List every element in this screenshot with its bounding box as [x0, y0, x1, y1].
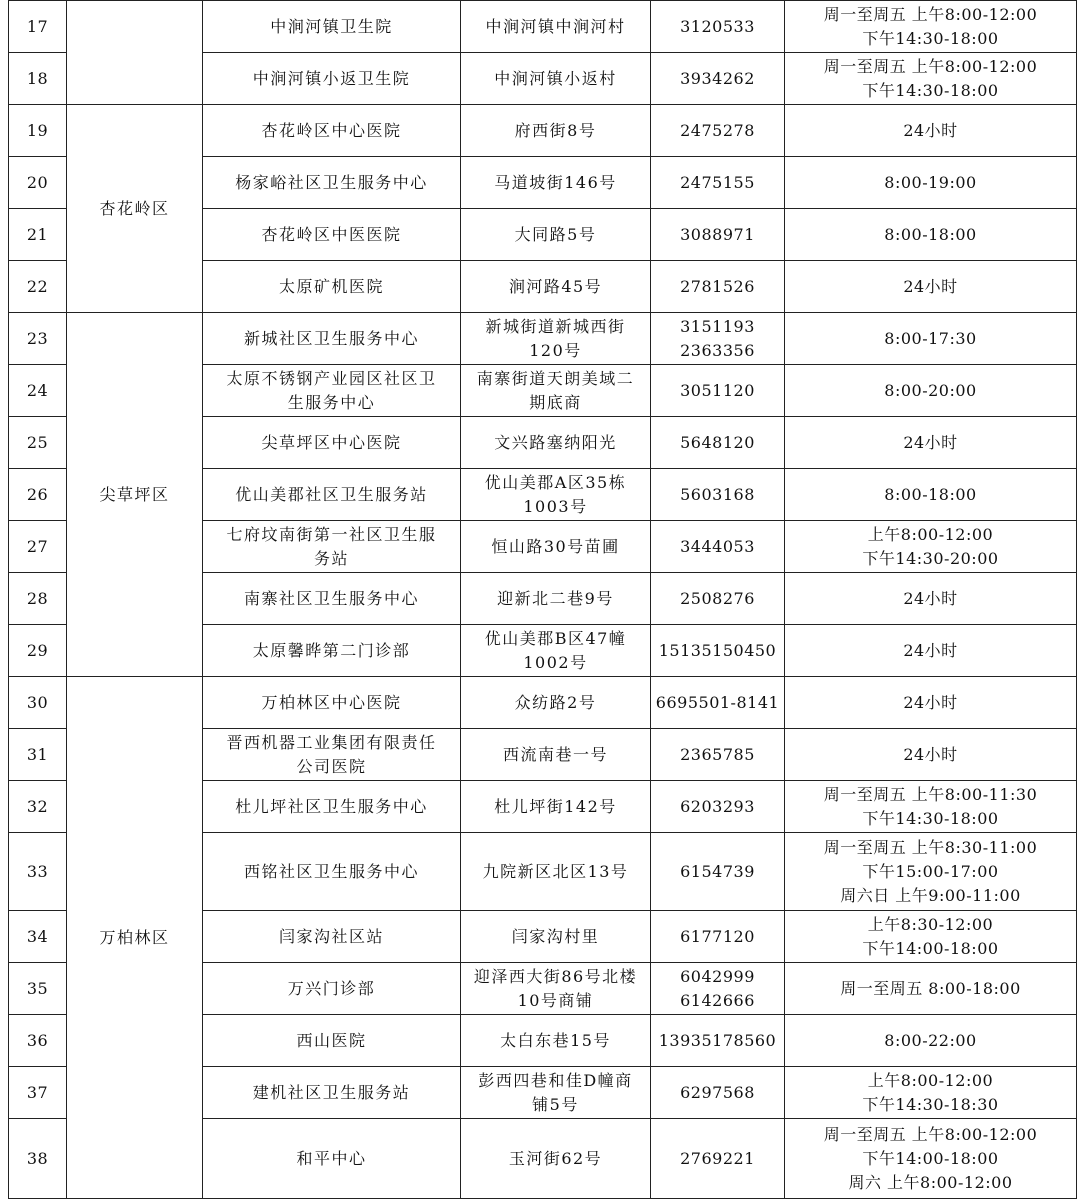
facility-name-line: 建机社区卫生服务站	[252, 1082, 411, 1102]
row-number: 28	[9, 573, 67, 625]
row-number: 36	[9, 1015, 67, 1067]
opening-hours-line: 8:00-17:30	[884, 328, 977, 348]
facility-phone-line: 6142666	[680, 990, 755, 1010]
facility-name-line: 公司医院	[296, 756, 367, 776]
opening-hours	[785, 911, 1077, 963]
opening-hours	[785, 1, 1077, 53]
facility-phone	[651, 1015, 785, 1067]
facility-name	[203, 313, 461, 365]
facility-address-line: 闫家沟村里	[511, 926, 600, 946]
facility-address	[461, 521, 651, 573]
facility-address-line: 10号商铺	[517, 990, 594, 1010]
facility-address-line: 1002号	[523, 652, 588, 672]
facility-address-line: 杜儿坪街142号	[494, 796, 617, 816]
opening-hours-line: 下午14:00-18:00	[862, 1148, 999, 1168]
opening-hours-line: 周六 上午8:00-12:00	[848, 1172, 1013, 1192]
facility-phone	[651, 1067, 785, 1119]
facility-phone-line: 5603168	[680, 484, 755, 504]
facility-address	[461, 157, 651, 209]
row-number: 29	[9, 625, 67, 677]
facility-name-line: 杨家峪社区卫生服务中心	[235, 172, 428, 192]
row-number: 26	[9, 469, 67, 521]
facility-address	[461, 365, 651, 417]
opening-hours-line: 24小时	[903, 692, 958, 712]
facility-name	[203, 963, 461, 1015]
facility-address	[461, 469, 651, 521]
facility-phone-line: 15135150450	[658, 640, 777, 660]
facility-address-line: 众纺路2号	[514, 692, 597, 712]
district-cell: 万柏林区	[67, 677, 203, 1199]
opening-hours	[785, 521, 1077, 573]
facility-name	[203, 469, 461, 521]
opening-hours	[785, 833, 1077, 911]
facility-name-line: 西铭社区卫生服务中心	[243, 861, 419, 881]
clinic-table	[8, 0, 1077, 1199]
opening-hours-line: 周一至周五 8:00-18:00	[840, 978, 1021, 998]
facility-phone-line: 3151193	[680, 316, 755, 336]
facility-phone-line: 6177120	[680, 926, 755, 946]
opening-hours-line: 24小时	[903, 588, 958, 608]
row-number: 32	[9, 781, 67, 833]
opening-hours-line: 下午14:30-18:00	[862, 808, 999, 828]
facility-name-line: 闫家沟社区站	[278, 926, 384, 946]
facility-phone-line: 5648120	[680, 432, 755, 452]
row-number: 27	[9, 521, 67, 573]
facility-phone	[651, 781, 785, 833]
facility-address-line: 恒山路30号苗圃	[491, 536, 620, 556]
facility-address	[461, 261, 651, 313]
opening-hours	[785, 1119, 1077, 1199]
facility-address	[461, 833, 651, 911]
facility-name-line: 晋西机器工业集团有限责任	[226, 732, 437, 752]
opening-hours-line: 24小时	[903, 744, 958, 764]
row-number: 17	[9, 1, 67, 53]
row-number: 20	[9, 157, 67, 209]
row-number: 21	[9, 209, 67, 261]
facility-address-line: 马道坡街146号	[494, 172, 617, 192]
facility-address	[461, 417, 651, 469]
facility-name	[203, 625, 461, 677]
facility-address	[461, 911, 651, 963]
opening-hours-line: 下午14:30-18:00	[862, 28, 999, 48]
facility-name-line: 新城社区卫生服务中心	[243, 328, 419, 348]
facility-phone-line: 2769221	[680, 1148, 755, 1168]
facility-address-line: 中涧河镇中涧河村	[485, 16, 626, 36]
facility-address	[461, 1015, 651, 1067]
opening-hours-line: 周一至周五 上午8:00-12:00	[823, 4, 1038, 24]
facility-phone	[651, 573, 785, 625]
row-number: 37	[9, 1067, 67, 1119]
opening-hours-line: 24小时	[903, 432, 958, 452]
facility-name	[203, 911, 461, 963]
facility-name-line: 杏花岭区中心医院	[261, 120, 402, 140]
opening-hours	[785, 1067, 1077, 1119]
facility-name-line: 太原矿机医院	[278, 276, 384, 296]
facility-name	[203, 53, 461, 105]
facility-name-line: 中涧河镇小返卫生院	[252, 68, 411, 88]
opening-hours-line: 8:00-18:00	[884, 484, 977, 504]
opening-hours-line: 下午15:00-17:00	[862, 861, 999, 881]
facility-phone	[651, 417, 785, 469]
facility-address-line: 迎泽西大街86号北楼	[473, 966, 638, 986]
facility-name-line: 万柏林区中心医院	[261, 692, 402, 712]
facility-address	[461, 1, 651, 53]
row-number: 23	[9, 313, 67, 365]
opening-hours-line: 周一至周五 上午8:00-11:30	[823, 784, 1038, 804]
facility-address	[461, 677, 651, 729]
facility-phone	[651, 677, 785, 729]
opening-hours-line: 8:00-22:00	[884, 1030, 977, 1050]
facility-name-line: 太原馨晔第二门诊部	[252, 640, 411, 660]
facility-phone-line: 6042999	[680, 966, 755, 986]
facility-name	[203, 209, 461, 261]
opening-hours-line: 周六日 上午9:00-11:00	[840, 885, 1021, 905]
facility-address-line: 大同路5号	[514, 224, 597, 244]
facility-phone	[651, 1, 785, 53]
table-row	[9, 105, 1077, 157]
facility-address-line: 铺5号	[532, 1094, 579, 1114]
facility-phone	[651, 729, 785, 781]
opening-hours-line: 上午8:00-12:00	[867, 524, 994, 544]
facility-name	[203, 261, 461, 313]
facility-address-line: 府西街8号	[514, 120, 597, 140]
row-number: 33	[9, 833, 67, 911]
facility-phone	[651, 209, 785, 261]
opening-hours-line: 周一至周五 上午8:00-12:00	[823, 56, 1038, 76]
row-number: 22	[9, 261, 67, 313]
facility-phone-line: 6695501-8141	[655, 692, 780, 712]
facility-name	[203, 573, 461, 625]
opening-hours	[785, 625, 1077, 677]
facility-name	[203, 781, 461, 833]
facility-phone	[651, 521, 785, 573]
facility-name-line: 杜儿坪社区卫生服务中心	[235, 796, 428, 816]
facility-phone-line: 3444053	[680, 536, 755, 556]
table-row	[9, 1, 1077, 53]
row-number: 24	[9, 365, 67, 417]
facility-name-line: 杏花岭区中医医院	[261, 224, 402, 244]
facility-phone-line: 2475155	[680, 172, 755, 192]
opening-hours	[785, 261, 1077, 313]
facility-address	[461, 313, 651, 365]
facility-address	[461, 625, 651, 677]
row-number: 31	[9, 729, 67, 781]
facility-phone-line: 3088971	[680, 224, 755, 244]
facility-name-line: 七府坟南街第一社区卫生服	[226, 524, 437, 544]
facility-address-line: 九院新区北区13号	[482, 861, 629, 881]
facility-address	[461, 1119, 651, 1199]
facility-phone	[651, 963, 785, 1015]
opening-hours	[785, 313, 1077, 365]
district-cell: 杏花岭区	[67, 105, 203, 313]
facility-address	[461, 963, 651, 1015]
facility-name	[203, 1, 461, 53]
facility-phone	[651, 313, 785, 365]
facility-address	[461, 573, 651, 625]
facility-name	[203, 157, 461, 209]
opening-hours-line: 8:00-18:00	[884, 224, 977, 244]
facility-phone-line: 2781526	[680, 276, 755, 296]
opening-hours	[785, 469, 1077, 521]
opening-hours	[785, 781, 1077, 833]
facility-address-line: 中涧河镇小返村	[494, 68, 617, 88]
facility-name-line: 万兴门诊部	[287, 978, 376, 998]
facility-address-line: 玉河街62号	[508, 1148, 603, 1168]
row-number: 38	[9, 1119, 67, 1199]
facility-name	[203, 729, 461, 781]
opening-hours	[785, 1015, 1077, 1067]
facility-phone-line: 6297568	[680, 1082, 755, 1102]
row-number: 35	[9, 963, 67, 1015]
facility-address	[461, 729, 651, 781]
opening-hours-line: 24小时	[903, 640, 958, 660]
facility-address	[461, 781, 651, 833]
facility-address-line: 优山美郡A区35栋	[484, 472, 627, 492]
table-row	[9, 313, 1077, 365]
facility-name	[203, 521, 461, 573]
facility-phone	[651, 1119, 785, 1199]
row-number: 19	[9, 105, 67, 157]
facility-address-line: 新城街道新城西街	[485, 316, 626, 336]
facility-address-line: 南寨街道天朗美域二	[476, 368, 635, 388]
opening-hours-line: 8:00-20:00	[884, 380, 977, 400]
facility-name	[203, 1067, 461, 1119]
facility-phone	[651, 157, 785, 209]
opening-hours-line: 下午14:30-18:30	[862, 1094, 999, 1114]
facility-phone	[651, 261, 785, 313]
opening-hours-line: 24小时	[903, 276, 958, 296]
facility-phone-line: 2365785	[680, 744, 755, 764]
facility-name-line: 生服务中心	[287, 392, 376, 412]
facility-address-line: 太白东巷15号	[500, 1030, 611, 1050]
facility-address-line: 1003号	[523, 496, 588, 516]
row-number: 25	[9, 417, 67, 469]
facility-name-line: 尖草坪区中心医院	[261, 432, 402, 452]
facility-address-line: 西流南巷一号	[502, 744, 608, 764]
facility-address	[461, 105, 651, 157]
district-cell	[67, 1, 203, 105]
facility-phone-line: 6203293	[680, 796, 755, 816]
facility-phone-line: 3934262	[680, 68, 755, 88]
opening-hours	[785, 209, 1077, 261]
facility-name	[203, 417, 461, 469]
facility-address-line: 120号	[529, 340, 582, 360]
facility-name-line: 务站	[313, 548, 349, 568]
facility-name-line: 优山美郡社区卫生服务站	[235, 484, 428, 504]
facility-phone	[651, 911, 785, 963]
facility-phone	[651, 469, 785, 521]
facility-name	[203, 1015, 461, 1067]
facility-name-line: 太原不锈钢产业园区社区卫	[226, 368, 437, 388]
facility-name	[203, 833, 461, 911]
opening-hours	[785, 729, 1077, 781]
opening-hours-line: 下午14:30-18:00	[862, 80, 999, 100]
facility-address-line: 文兴路塞纳阳光	[494, 432, 617, 452]
facility-address	[461, 1067, 651, 1119]
opening-hours	[785, 677, 1077, 729]
row-number: 34	[9, 911, 67, 963]
opening-hours	[785, 53, 1077, 105]
facility-name	[203, 677, 461, 729]
facility-name	[203, 365, 461, 417]
row-number: 30	[9, 677, 67, 729]
opening-hours-line: 24小时	[903, 120, 958, 140]
opening-hours	[785, 573, 1077, 625]
facility-name	[203, 105, 461, 157]
facility-phone-line: 6154739	[680, 861, 755, 881]
table-row	[9, 677, 1077, 729]
facility-address-line: 期底商	[529, 392, 582, 412]
facility-name-line: 西山医院	[296, 1030, 367, 1050]
opening-hours	[785, 963, 1077, 1015]
facility-phone-line: 3051120	[680, 380, 755, 400]
opening-hours-line: 上午8:30-12:00	[867, 914, 994, 934]
facility-address-line: 迎新北二巷9号	[497, 588, 614, 608]
opening-hours-line: 上午8:00-12:00	[867, 1070, 994, 1090]
facility-phone	[651, 365, 785, 417]
facility-address-line: 涧河路45号	[508, 276, 603, 296]
opening-hours-line: 周一至周五 上午8:30-11:00	[823, 837, 1038, 857]
opening-hours	[785, 365, 1077, 417]
facility-phone-line: 2363356	[680, 340, 755, 360]
facility-phone-line: 3120533	[680, 16, 755, 36]
facility-phone	[651, 833, 785, 911]
facility-phone	[651, 53, 785, 105]
opening-hours	[785, 105, 1077, 157]
opening-hours	[785, 157, 1077, 209]
facility-phone	[651, 625, 785, 677]
facility-address	[461, 209, 651, 261]
row-number: 18	[9, 53, 67, 105]
opening-hours-line: 8:00-19:00	[884, 172, 977, 192]
facility-address-line: 优山美郡B区47幢	[484, 628, 627, 648]
opening-hours	[785, 417, 1077, 469]
opening-hours-line: 周一至周五 上午8:00-12:00	[823, 1124, 1038, 1144]
facility-name-line: 南寨社区卫生服务中心	[243, 588, 419, 608]
district-cell: 尖草坪区	[67, 313, 203, 677]
facility-address-line: 彭西四巷和佳D幢商	[478, 1070, 633, 1090]
facility-name-line: 和平中心	[296, 1148, 367, 1168]
facility-name-line: 中涧河镇卫生院	[270, 16, 393, 36]
facility-phone-line: 13935178560	[658, 1030, 777, 1050]
facility-phone-line: 2508276	[680, 588, 755, 608]
facility-phone	[651, 105, 785, 157]
opening-hours-line: 下午14:30-20:00	[862, 548, 999, 568]
facility-name	[203, 1119, 461, 1199]
opening-hours-line: 下午14:00-18:00	[862, 938, 999, 958]
facility-phone-line: 2475278	[680, 120, 755, 140]
facility-address	[461, 53, 651, 105]
